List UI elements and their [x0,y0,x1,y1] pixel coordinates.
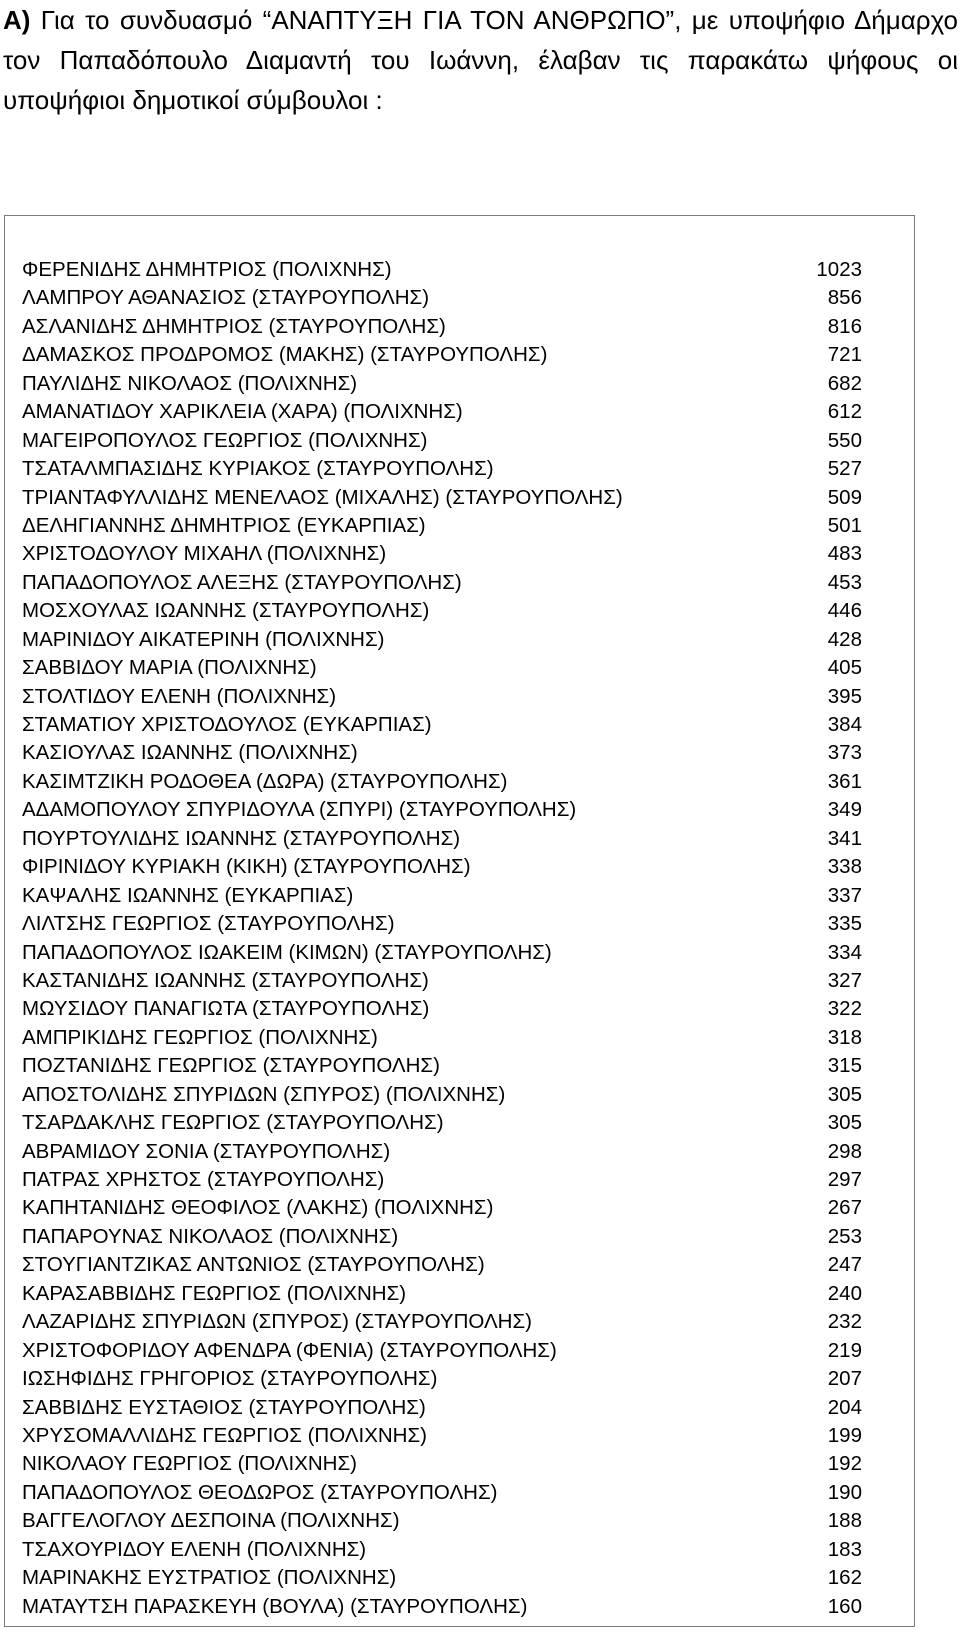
candidate-votes: 160 [827,1594,862,1618]
candidate-row [22,1479,862,1507]
candidate-row [22,455,862,483]
candidate-name: ΛΑΜΠΡΟΥ ΑΘΑΝΑΣΙΟΣ (ΣΤΑΥΡΟΥΠΟΛΗΣ) [22,286,430,310]
candidate-name: ΙΩΣΗΦΙΔΗΣ ΓΡΗΓΟΡΙΟΣ (ΣΤΑΥΡΟΥΠΟΛΗΣ) [22,1367,438,1391]
candidate-name: ΜΑΤΑΥΤΣΗ ΠΑΡΑΣΚΕΥΗ (ΒΟΥΛΑ) (ΣΤΑΥΡΟΥΠΟΛΗΣ) [22,1594,528,1618]
candidate-row [22,1251,862,1279]
candidate-row [22,1052,862,1080]
candidate-row [22,597,862,625]
candidate-row [22,1223,862,1251]
candidate-votes: 315 [827,1054,862,1078]
candidate-row [22,1593,862,1621]
candidate-name: ΧΡΙΣΤΟΦΟΡΙΔΟΥ ΑΦΕΝΔΡΑ (ΦΕΝΙΑ) (ΣΤΑΥΡΟΥΠΟΛΗΣ) [22,1338,557,1362]
candidate-name: ΤΡΙΑΝΤΑΦΥΛΛΙΔΗΣ ΜΕΝΕΛΑΟΣ (ΜΙΧΑΛΗΣ) (ΣΤΑΥΡΟΥΠΟΛΗΣ) [22,485,623,509]
candidate-name: ΦΙΡΙΝΙΔΟΥ ΚΥΡΙΑΚΗ (ΚΙΚΗ) (ΣΤΑΥΡΟΥΠΟΛΗΣ) [22,855,471,879]
candidate-row [22,1536,862,1564]
candidate-votes: 682 [827,371,862,395]
candidate-votes: 446 [827,599,862,623]
candidate-votes: 322 [827,997,862,1021]
candidate-name: ΑΠΟΣΤΟΛΙΔΗΣ ΣΠΥΡΙΔΩΝ (ΣΠΥΡΟΣ) (ΠΟΛΙΧΝΗΣ) [22,1082,506,1106]
candidate-votes: 501 [827,513,862,537]
candidate-row [22,654,862,682]
candidate-votes: 341 [827,826,862,850]
candidate-name: ΑΜΑΝΑΤΙΔΟΥ ΧΑΡΙΚΛΕΙΑ (ΧΑΡΑ) (ΠΟΛΙΧΝΗΣ) [22,400,463,424]
candidate-votes: 816 [827,314,862,338]
candidate-row [22,1365,862,1393]
candidate-row [22,569,862,597]
candidate-votes: 483 [827,542,862,566]
candidate-row [22,1081,862,1109]
candidate-name: ΜΑΡΙΝΙΔΟΥ ΑΙΚΑΤΕΡΙΝΗ (ΠΟΛΙΧΝΗΣ) [22,627,385,651]
candidate-row [22,825,862,853]
candidate-votes: 721 [827,343,862,367]
candidate-votes: 349 [827,798,862,822]
candidate-row [22,540,862,568]
candidate-row [22,484,862,512]
section-heading [3,0,958,120]
candidate-name: ΠΑΠΑΔΟΠΟΥΛΟΣ ΘΕΟΔΩΡΟΣ (ΣΤΑΥΡΟΥΠΟΛΗΣ) [22,1480,498,1504]
candidate-row [22,1337,862,1365]
candidate-name: ΠΑΤΡΑΣ ΧΡΗΣΤΟΣ (ΣΤΑΥΡΟΥΠΟΛΗΣ) [22,1168,385,1191]
candidate-name: ΚΑΠΗΤΑΝΙΔΗΣ ΘΕΟΦΙΛΟΣ (ΛΑΚΗΣ) (ΠΟΛΙΧΝΗΣ) [22,1196,494,1220]
candidate-name: ΠΑΥΛΙΔΗΣ ΝΙΚΟΛΑΟΣ (ΠΟΛΙΧΝΗΣ) [22,371,358,395]
candidate-name: ΑΔΑΜΟΠΟΥΛΟΥ ΣΠΥΡΙΔΟΥΛΑ (ΣΠΥΡΙ) (ΣΤΑΥΡΟΥΠΟΛΗΣ) [22,798,577,822]
candidate-votes: 305 [827,1111,862,1135]
candidate-votes: 405 [827,656,862,680]
results-box [4,215,915,1627]
candidate-name: ΠΑΠΑΔΟΠΟΥΛΟΣ ΑΛΕΞΗΣ (ΣΤΑΥΡΟΥΠΟΛΗΣ) [22,570,462,594]
candidate-name: ΜΑΓΕΙΡΟΠΟΥΛΟΣ ΓΕΩΡΓΙΟΣ (ΠΟΛΙΧΝΗΣ) [22,428,428,452]
candidate-votes: 509 [827,485,862,509]
candidate-row [22,1422,862,1450]
candidate-name: ΒΑΓΓΕΛΟΓΛΟΥ ΔΕΣΠΟΙΝΑ (ΠΟΛΙΧΝΗΣ) [22,1509,400,1533]
candidate-votes: 219 [827,1338,862,1362]
candidate-name: ΛΙΛΤΣΗΣ ΓΕΩΡΓΙΟΣ (ΣΤΑΥΡΟΥΠΟΛΗΣ) [22,912,395,936]
candidate-row [22,967,862,995]
candidate-name: ΠΟΖΤΑΝΙΔΗΣ ΓΕΩΡΓΙΟΣ (ΣΤΑΥΡΟΥΠΟΛΗΣ) [22,1054,440,1078]
candidate-name: ΚΑΣΙΟΥΛΑΣ ΙΩΑΝΝΗΣ (ΠΟΛΙΧΝΗΣ) [22,741,358,765]
candidate-row [22,1166,862,1194]
candidate-votes: 361 [827,769,862,793]
candidate-votes: 204 [827,1395,862,1419]
candidate-votes: 395 [827,684,862,708]
candidate-row [22,739,862,767]
candidate-row [22,341,862,369]
candidate-name: ΛΑΖΑΡΙΔΗΣ ΣΠΥΡΙΔΩΝ (ΣΠΥΡΟΣ) (ΣΤΑΥΡΟΥΠΟΛΗΣ) [22,1310,532,1334]
candidate-votes: 232 [827,1310,862,1334]
candidate-name: ΝΙΚΟΛΑΟΥ ΓΕΩΡΓΙΟΣ (ΠΟΛΙΧΝΗΣ) [22,1452,357,1476]
candidate-row [22,626,862,654]
candidate-votes: 1023 [816,258,862,281]
candidate-row [22,1194,862,1222]
candidate-votes: 199 [827,1423,862,1447]
candidate-votes: 298 [827,1139,862,1163]
candidate-name: ΑΜΠΡΙΚΙΔΗΣ ΓΕΩΡΓΙΟΣ (ΠΟΛΙΧΝΗΣ) [22,1025,378,1049]
candidate-votes: 318 [827,1025,862,1049]
candidate-name: ΠΑΠΑΡΟΥΝΑΣ ΝΙΚΟΛΑΟΣ (ΠΟΛΙΧΝΗΣ) [22,1224,399,1248]
candidate-row [22,1024,862,1052]
candidate-row [22,1564,862,1592]
candidate-row [22,284,862,312]
candidate-row [22,1450,862,1478]
candidate-name: ΦΕΡΕΝΙΔΗΣ ΔΗΜΗΤΡΙΟΣ (ΠΟΛΙΧΝΗΣ) [22,258,392,281]
candidate-row [22,796,862,824]
candidate-votes: 162 [827,1566,862,1590]
candidate-name: ΣΤΟΛΤΙΔΟΥ ΕΛΕΝΗ (ΠΟΛΙΧΝΗΣ) [22,684,337,708]
candidate-name: ΚΑΡΑΣΑΒΒΙΔΗΣ ΓΕΩΡΓΙΟΣ (ΠΟΛΙΧΝΗΣ) [22,1281,407,1305]
candidate-votes: 338 [827,855,862,879]
candidate-row [22,910,862,938]
candidate-votes: 207 [827,1367,862,1391]
candidate-row [22,398,862,426]
candidate-votes: 247 [827,1253,862,1277]
candidate-name: ΚΑΣΙΜΤΖΙΚΗ ΡΟΔΟΘΕΑ (ΔΩΡΑ) (ΣΤΑΥΡΟΥΠΟΛΗΣ) [22,769,508,793]
candidate-votes: 183 [827,1537,862,1561]
candidate-name: ΤΣΑΡΔΑΚΛΗΣ ΓΕΩΡΓΙΟΣ (ΣΤΑΥΡΟΥΠΟΛΗΣ) [22,1111,444,1135]
candidate-row [22,768,862,796]
candidate-name: ΑΣΛΑΝΙΔΗΣ ΔΗΜΗΤΡΙΟΣ (ΣΤΑΥΡΟΥΠΟΛΗΣ) [22,314,446,338]
candidate-votes: 267 [827,1196,862,1220]
candidate-votes: 612 [827,400,862,424]
candidate-name: ΠΑΠΑΔΟΠΟΥΛΟΣ ΙΩΑΚΕΙΜ (ΚΙΜΩΝ) (ΣΤΑΥΡΟΥΠΟΛΗΣ) [22,940,552,964]
candidate-row [22,1507,862,1535]
candidate-votes: 192 [827,1452,862,1476]
candidate-row [22,882,862,910]
results-list [22,256,862,1621]
candidate-name: ΧΡΥΣΟΜΑΛΛΙΔΗΣ ΓΕΩΡΓΙΟΣ (ΠΟΛΙΧΝΗΣ) [22,1423,427,1447]
candidate-name: ΣΑΒΒΙΔΟΥ ΜΑΡΙΑ (ΠΟΛΙΧΝΗΣ) [22,656,317,680]
candidate-votes: 240 [827,1281,862,1305]
candidate-row [22,1308,862,1336]
candidate-row [22,427,862,455]
candidate-row [22,683,862,711]
candidate-row [22,1109,862,1137]
candidate-row [22,1280,862,1308]
candidate-name: ΜΩΥΣΙΔΟΥ ΠΑΝΑΓΙΩΤΑ (ΣΤΑΥΡΟΥΠΟΛΗΣ) [22,997,430,1021]
candidate-row [22,512,862,540]
candidate-votes: 253 [827,1224,862,1248]
candidate-name: ΔΑΜΑΣΚΟΣ ΠΡΟΔΡΟΜΟΣ (ΜΑΚΗΣ) (ΣΤΑΥΡΟΥΠΟΛΗΣ) [22,343,548,367]
candidate-name: ΔΕΛΗΓΙΑΝΝΗΣ ΔΗΜΗΤΡΙΟΣ (ΕΥΚΑΡΠΙΑΣ) [22,513,426,537]
candidate-name: ΧΡΙΣΤΟΔΟΥΛΟΥ ΜΙΧΑΗΛ (ΠΟΛΙΧΝΗΣ) [22,542,387,566]
candidate-votes: 337 [827,883,862,907]
candidate-votes: 297 [827,1168,862,1191]
candidate-row [22,711,862,739]
candidate-row [22,853,862,881]
candidate-votes: 527 [827,457,862,481]
candidate-name: ΣΤΑΜΑΤΙΟΥ ΧΡΙΣΤΟΔΟΥΛΟΣ (ΕΥΚΑΡΠΙΑΣ) [22,713,432,736]
candidate-votes: 190 [827,1480,862,1504]
candidate-votes: 305 [827,1082,862,1106]
candidate-name: ΑΒΡΑΜΙΔΟΥ ΣΟΝΙΑ (ΣΤΑΥΡΟΥΠΟΛΗΣ) [22,1139,391,1163]
candidate-votes: 550 [827,428,862,452]
candidate-name: ΠΟΥΡΤΟΥΛΙΔΗΣ ΙΩΑΝΝΗΣ (ΣΤΑΥΡΟΥΠΟΛΗΣ) [22,826,461,850]
candidate-name: ΣΑΒΒΙΔΗΣ ΕΥΣΤΑΘΙΟΣ (ΣΤΑΥΡΟΥΠΟΛΗΣ) [22,1395,426,1419]
candidate-row [22,939,862,967]
section-letter: Α) [3,5,31,35]
candidate-votes: 335 [827,912,862,936]
candidate-name: ΚΑΣΤΑΝΙΔΗΣ ΙΩΑΝΝΗΣ (ΣΤΑΥΡΟΥΠΟΛΗΣ) [22,968,429,992]
candidate-votes: 334 [827,940,862,964]
candidate-name: ΚΑΨΑΛΗΣ ΙΩΑΝΝΗΣ (ΕΥΚΑΡΠΙΑΣ) [22,883,354,907]
candidate-votes: 453 [827,570,862,594]
candidate-row [22,1394,862,1422]
candidate-votes: 188 [827,1509,862,1533]
candidate-votes: 327 [827,968,862,992]
candidate-row [22,995,862,1023]
candidate-votes: 384 [827,713,862,736]
candidate-votes: 428 [827,627,862,651]
candidate-votes: 373 [827,741,862,765]
candidate-name: ΜΟΣΧΟΥΛΑΣ ΙΩΑΝΝΗΣ (ΣΤΑΥΡΟΥΠΟΛΗΣ) [22,599,430,623]
section-heading-text: Για το συνδυασμό “ΑΝΑΠΤΥΞΗ ΓΙΑ ΤΟΝ ΑΝΘΡΩΠΟ”, με υποψήφιο Δήμαρχο τον Παπαδόπουλο Διαμαντή του Ιωάννη, έλαβαν τις παρακάτω ψήφους οι υποψήφιοι δημοτικοί σύμβουλοι : [3,5,958,115]
candidate-name: ΤΣΑΤΑΛΜΠΑΣΙΔΗΣ ΚΥΡΙΑΚΟΣ (ΣΤΑΥΡΟΥΠΟΛΗΣ) [22,457,494,481]
candidate-name: ΤΣΑΧΟΥΡΙΔΟΥ ΕΛΕΝΗ (ΠΟΛΙΧΝΗΣ) [22,1537,367,1561]
candidate-name: ΣΤΟΥΓΙΑΝΤΖΙΚΑΣ ΑΝΤΩΝΙΟΣ (ΣΤΑΥΡΟΥΠΟΛΗΣ) [22,1253,485,1277]
candidate-row [22,313,862,341]
candidate-row [22,256,862,284]
candidate-row [22,370,862,398]
candidate-row [22,1138,862,1166]
candidate-name: ΜΑΡΙΝΑΚΗΣ ΕΥΣΤΡΑΤΙΟΣ (ΠΟΛΙΧΝΗΣ) [22,1566,397,1590]
candidate-votes: 856 [827,286,862,310]
